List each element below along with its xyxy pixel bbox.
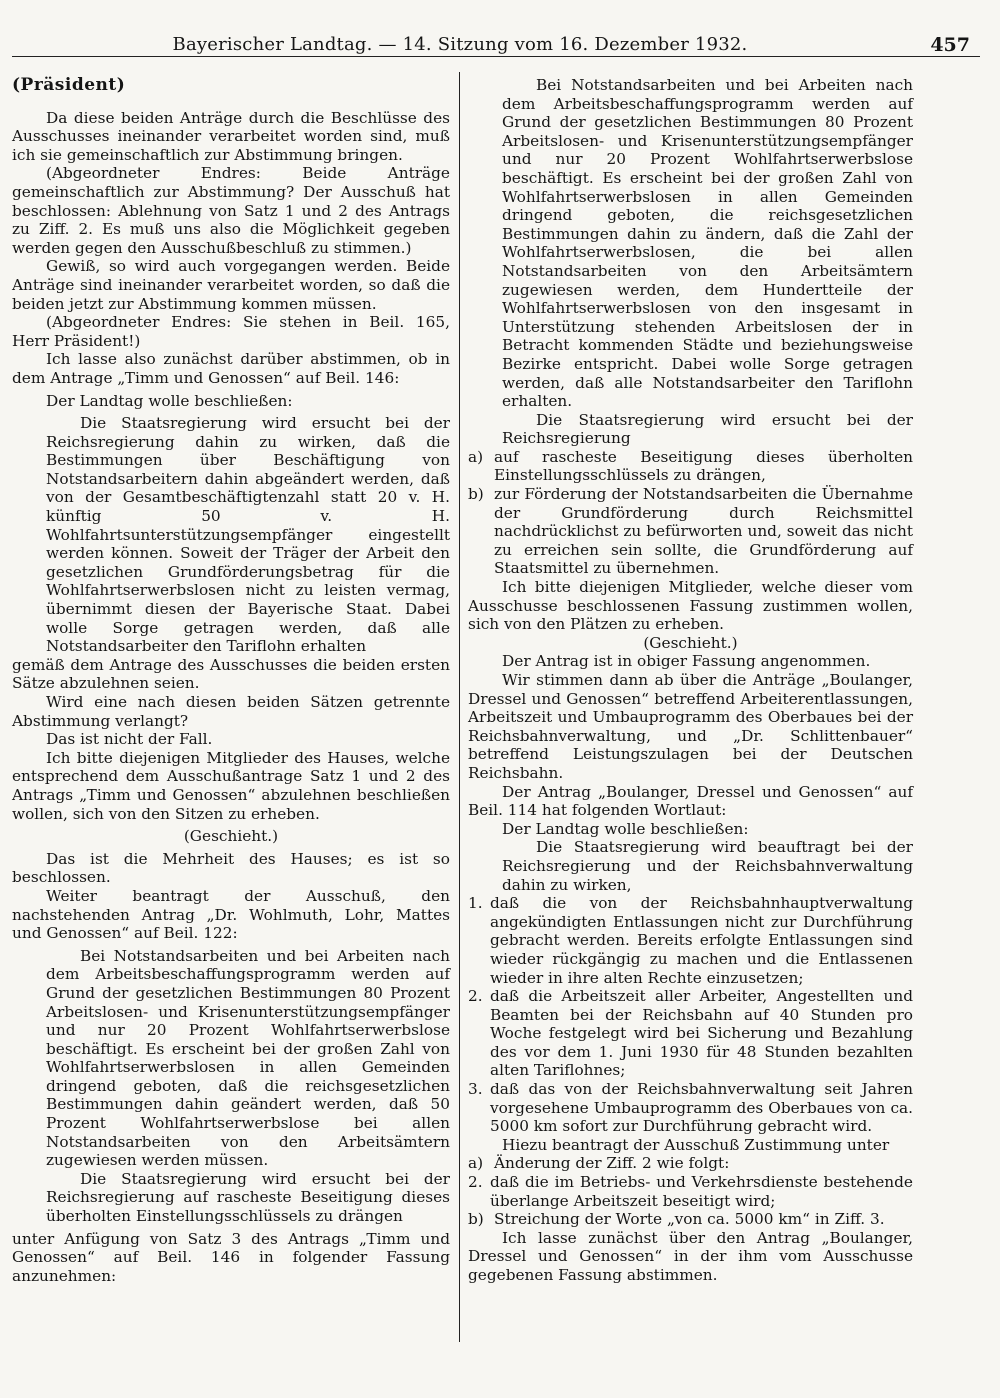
paragraph: Weiter beantragt der Ausschuß, den nachstehenden Antrag „Dr. Wohlmuth, Lohr, Mattes und Genossen“ auf Beil. 122:	[12, 886, 450, 943]
stage-note: (Geschieht.)	[643, 633, 738, 652]
paragraph: Ich lasse also zunächst darüber abstimmen, ob in dem Antrage „Timm und Genossen“ auf Beil. 146:	[12, 350, 450, 387]
list-item: b) zur Förderung der Notstandsarbeiten die Übernahme der Grundförderung durch Reichsmittel nachdrücklichst zu befürworten und, soweit das nicht zu erreichen sein sollte, die Grundförderung auf Staatsmittel zu übernehmen.	[468, 485, 913, 578]
paragraph: Der Antrag „Boulanger, Dressel und Genossen“ auf Beil. 114 hat folgenden Wortlaut:	[468, 782, 913, 820]
interjection: (Abgeordneter Endres: Beide Anträge gemeinschaftlich zur Abstimmung? Der Ausschuß hat beschlossen: Ablehnung von Satz 1 und 2 des Antrags zu Ziff. 2. Es muß uns also die Möglichkeit gegeben werden gegen den Ausschußbeschluß zu stimmen.)	[12, 164, 450, 257]
list-item: a) Änderung der Ziff. 2 wie folgt:	[468, 1154, 730, 1173]
page-header	[0, 30, 1000, 64]
list-item: 3. daß das von der Reichsbahnverwaltung seit Jahren vorgesehene Umbauprogramm des Oberbaues von ca. 5000 km sofort zur Durchführung gebracht wird.	[468, 1080, 913, 1136]
list-item: a) auf rascheste Beseitigung dieses überholten Einstellungsschlüssels zu drängen,	[468, 447, 913, 485]
running-title: Bayerischer Landtag. — 14. Sitzung vom 16. Dezember 1932.	[172, 34, 748, 55]
amendment-list	[468, 1210, 913, 1229]
paragraph: Das ist nicht der Fall.	[46, 730, 213, 749]
header-rule	[12, 56, 980, 57]
motion-intro: Der Landtag wolle beschließen:	[46, 391, 293, 410]
interjection: (Abgeordneter Endres: Sie stehen in Beil. 165, Herr Präsident!)	[12, 313, 450, 350]
paragraph: Gewiß, so wird auch vorgegangen werden. Beide Anträge sind ineinander verarbeitet worden, so daß die beiden jetzt zur Abstimmung kommen müssen.	[12, 257, 450, 313]
quoted-motion: Die Staatsregierung wird beauftragt bei der Reichsregierung und der Reichsbahnverwaltung dahin zu wirken,	[502, 838, 913, 894]
quoted-motion: Die Staatsregierung wird ersucht bei der Reichsregierung dahin zu wirken, daß die Bestimmungen über Beschäftigung von Notstandsarbeitern dahin abgeändert werden, daß von der Gesamtbeschäftigtenzahl statt 20 v. H. künftig 50 v. H. Wohlfahrtsunterstützungsempfänger eingestellt werden können. Soweit der Träger der Arbeit den gesetzlichen Grundförderungsbetrag für die Wohlfahrtserwerbslosen nicht zu leisten vermag, übernimmt diesen der Bayerische Staat. Dabei wolle Sorge getragen werden, daß alle Notstandsarbeiter den Tariflohn erhalten	[46, 414, 450, 656]
motion-list	[468, 448, 913, 578]
amendment-list	[468, 1154, 913, 1173]
right-column	[468, 76, 913, 1285]
stage-note: (Geschieht.)	[183, 827, 279, 846]
paragraph: Wir stimmen dann ab über die Anträge „Boulanger, Dressel und Genossen“ betreffend Arbeiterentlassungen, Arbeitszeit und Umbauprogramm des Oberbaues bei der Reichsbahnverwaltung, und „Dr. Schlittenbauer“ betreffend Leistungszulagen bei der Deutschen Reichsbahn.	[468, 671, 913, 782]
speaker-heading: (Präsident)	[12, 75, 126, 95]
paragraph: Da diese beiden Anträge durch die Beschlüsse des Ausschusses ineinander verarbeitet worden sind, muß ich sie gemeinschaftlich zur Abstimmung bringen.	[12, 108, 450, 164]
left-column	[12, 76, 450, 1285]
page-number: 457	[930, 34, 970, 56]
paragraph: Wird eine nach diesen beiden Sätzen getrennte Abstimmung verlangt?	[12, 693, 450, 730]
paragraph: gemäß dem Antrage des Ausschusses die beiden ersten Sätze abzulehnen seien.	[12, 655, 450, 693]
list-item: 1. daß die von der Reichsbahnhauptverwaltung angekündigten Entlassungen nicht zur Durchführung gebracht werden. Bereits erfolgte Entlassungen sind wieder rückgängig zu machen und die Entlassenen wieder in ihre alten Rechte einzusetzen;	[468, 894, 913, 987]
quoted-motion: Die Staatsregierung wird ersucht bei der Reichsregierung auf rascheste Beseitigung dieses überholten Einstellungsschlüssels zu drängen	[46, 1169, 450, 1226]
paragraph: unter Anfügung von Satz 3 des Antrags „Timm und Genossen“ auf Beil. 146 in folgender Fassung anzunehmen:	[12, 1229, 450, 1285]
paragraph: Hiezu beantragt der Ausschuß Zustimmung unter	[502, 1135, 890, 1154]
list-item: 2. daß die Arbeitszeit aller Arbeiter, Angestellten und Beamten bei der Reichsbahn auf 40 Stunden pro Woche festgelegt wird bei Sicherung und Bezahlung des vor dem 1. Juni 1930 für 48 Stunden bezahlten alten Tariflohnes;	[468, 987, 913, 1080]
quoted-motion: Bei Notstandsarbeiten und bei Arbeiten nach dem Arbeitsbeschaffungsprogramm werden auf Grund der gesetzlichen Bestimmungen 80 Prozent Arbeitslosen- und Krisenunterstützungsempfänger und nur 20 Prozent Wohlfahrtserwerbslose beschäftigt. Es erscheint bei der großen Zahl von Wohlfahrtserwerbslosen in allen Gemeinden dringend geboten, die reichsgesetzlichen Bestimmungen dahin zu ändern, daß die Zahl der Wohlfahrtserwerbslosen, die bei allen Notstandsarbeiten von den Arbeitsämtern zugewiesen werden, dem Hundertteile der Wohlfahrtserwerbslosen von den insgesamt in Unterstützung stehenden Arbeitslosen der in Betracht kommenden Städte und beziehungsweise Bezirke entspricht. Dabei wolle Sorge getragen werden, daß alle Notstandsarbeiter den Tariflohn erhalten.	[502, 76, 913, 411]
column-divider	[459, 72, 460, 1342]
paragraph: Das ist die Mehrheit des Hauses; es ist so beschlossen.	[12, 849, 450, 887]
paragraph: Ich bitte diejenigen Mitglieder, welche dieser vom Ausschusse beschlossenen Fassung zustimmen wollen, sich von den Plätzen zu erheben.	[468, 578, 913, 634]
list-item: 2. daß die im Betriebs- und Verkehrsdienste bestehende überlange Arbeitszeit beseitigt wird;	[468, 1173, 913, 1210]
amendment-sublist	[468, 1173, 913, 1210]
quoted-motion: Bei Notstandsarbeiten und bei Arbeiten nach dem Arbeitsbeschaffungsprogramm werden auf Grund der gesetzlichen Bestimmungen 80 Prozent Arbeitslosen- und Krisenunterstützungsempfänger und nur 20 Prozent Wohlfahrtserwerbslose beschäftigt. Es erscheint bei der großen Zahl von Wohlfahrtserwerbslosen in allen Gemeinden dringend geboten, daß die reichsgesetzlichen Bestimmungen dahin geändert werden, daß 50 Prozent Wohlfahrtserwerbslose bei allen Notstandsarbeiten von den Arbeitsämtern zugewiesen werden müssen.	[46, 946, 450, 1170]
list-item: b) Streichung der Worte „von ca. 5000 km“ in Ziff. 3.	[468, 1210, 885, 1229]
paragraph: Ich bitte diejenigen Mitglieder des Hauses, welche entsprechend dem Ausschußantrage Satz 1 und 2 des Antrags „Timm und Genossen“ abzulehnen beschließen wollen, sich von den Sitzen zu erheben.	[12, 748, 450, 823]
quoted-motion: Die Staatsregierung wird ersucht bei der Reichsregierung	[502, 410, 913, 448]
paragraph: Der Antrag ist in obiger Fassung angenommen.	[502, 652, 871, 671]
motion-intro: Der Landtag wolle beschließen:	[502, 819, 749, 838]
paragraph: Ich lasse zunächst über den Antrag „Boulanger, Dressel und Genossen“ in der ihm vom Ausschusse gegebenen Fassung abstimmen.	[468, 1228, 913, 1284]
numbered-list	[468, 894, 913, 1136]
